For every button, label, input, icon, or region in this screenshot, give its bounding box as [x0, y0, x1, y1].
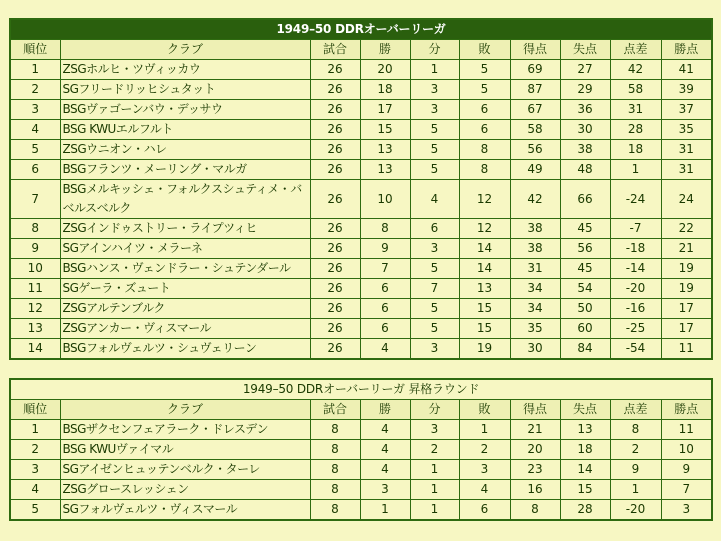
stat-cell: 60	[560, 319, 610, 339]
stat-cell: -54	[610, 339, 661, 360]
stat-cell: 31	[510, 259, 560, 279]
stat-cell: 9	[610, 460, 661, 480]
stat-cell: 13	[10, 319, 60, 339]
stat-cell: 5	[410, 160, 459, 180]
stat-cell: 15	[459, 299, 510, 319]
stat-cell: 26	[310, 319, 360, 339]
club-name-cell: ZSGアンカー・ヴィスマール	[60, 319, 310, 339]
club-name-cell: SGフォルヴェルツ・ヴィスマール	[60, 500, 310, 521]
column-header: 勝点	[661, 40, 712, 60]
stat-cell: 13	[560, 420, 610, 440]
column-header: 勝点	[661, 400, 712, 420]
stat-cell: 10	[10, 259, 60, 279]
stat-cell: -20	[610, 279, 661, 299]
stat-cell: 1	[10, 420, 60, 440]
stat-cell: 4	[360, 440, 410, 460]
stat-cell: 13	[459, 279, 510, 299]
stat-cell: 69	[510, 60, 560, 80]
club-name-cell: SGフリードリッヒシュタット	[60, 80, 310, 100]
column-header: 得点	[510, 400, 560, 420]
stat-cell: 4	[360, 420, 410, 440]
stat-cell: 24	[661, 180, 712, 219]
promotion-table-body	[10, 420, 712, 521]
club-name-cell: SGアイゼンヒュッテンベルク・ターレ	[60, 460, 310, 480]
stat-cell: 20	[510, 440, 560, 460]
column-header: 敗	[459, 400, 510, 420]
table-row	[10, 500, 712, 521]
stat-cell: 8	[310, 460, 360, 480]
column-header: 点差	[610, 400, 661, 420]
stat-cell: 18	[360, 80, 410, 100]
stat-cell: 30	[510, 339, 560, 360]
stat-cell: 20	[360, 60, 410, 80]
stat-cell: 26	[310, 80, 360, 100]
stat-cell: 12	[459, 219, 510, 239]
stat-cell: 22	[661, 219, 712, 239]
league-table-body	[10, 60, 712, 360]
stat-cell: 1	[410, 60, 459, 80]
stat-cell: 23	[510, 460, 560, 480]
stat-cell: 26	[310, 180, 360, 219]
stat-cell: 5	[410, 120, 459, 140]
stat-cell: 26	[310, 100, 360, 120]
stat-cell: 4	[10, 120, 60, 140]
stat-cell: 26	[310, 219, 360, 239]
table-row	[10, 140, 712, 160]
stat-cell: 17	[360, 100, 410, 120]
stat-cell: 41	[661, 60, 712, 80]
stat-cell: 4	[360, 460, 410, 480]
club-name-cell: ZSGグロースレッシェン	[60, 480, 310, 500]
stat-cell: 7	[410, 279, 459, 299]
stat-cell: 26	[310, 279, 360, 299]
stat-cell: 9	[10, 239, 60, 259]
stat-cell: 87	[510, 80, 560, 100]
stat-cell: 4	[360, 339, 410, 360]
stat-cell: 17	[661, 319, 712, 339]
table-row	[10, 279, 712, 299]
stat-cell: 3	[410, 100, 459, 120]
stat-cell: 67	[510, 100, 560, 120]
stat-cell: 8	[10, 219, 60, 239]
stat-cell: 38	[560, 140, 610, 160]
stat-cell: 3	[10, 100, 60, 120]
stat-cell: 3	[410, 239, 459, 259]
column-header: 失点	[560, 400, 610, 420]
column-header: 分	[410, 400, 459, 420]
column-header: 順位	[10, 400, 60, 420]
club-name-cell: ZSGホルヒ・ツヴィッカウ	[60, 60, 310, 80]
stat-cell: 31	[661, 140, 712, 160]
stat-cell: 7	[661, 480, 712, 500]
stat-cell: -14	[610, 259, 661, 279]
stat-cell: 58	[510, 120, 560, 140]
stat-cell: 27	[560, 60, 610, 80]
stat-cell: 3	[459, 460, 510, 480]
stat-cell: 1	[360, 500, 410, 521]
table-row	[10, 299, 712, 319]
stat-cell: 14	[10, 339, 60, 360]
stat-cell: 45	[560, 219, 610, 239]
stat-cell: 4	[410, 180, 459, 219]
stat-cell: 8	[310, 500, 360, 521]
table-row	[10, 120, 712, 140]
column-header: 得点	[510, 40, 560, 60]
stat-cell: 2	[10, 440, 60, 460]
club-name-cell: BSG KWUヴァイマル	[60, 440, 310, 460]
stat-cell: 26	[310, 299, 360, 319]
table-row	[10, 239, 712, 259]
stat-cell: 26	[310, 60, 360, 80]
promotion-round-table	[9, 378, 713, 521]
promotion-table-title: 1949–50 DDRオーバーリーガ 昇格ラウンド	[10, 379, 712, 400]
stat-cell: 1	[410, 480, 459, 500]
table-row	[10, 160, 712, 180]
stat-cell: 5	[459, 80, 510, 100]
stat-cell: 8	[310, 440, 360, 460]
club-name-cell: ZSGインドゥストリー・ライプツィヒ	[60, 219, 310, 239]
stat-cell: 54	[560, 279, 610, 299]
stat-cell: 39	[661, 80, 712, 100]
stat-cell: 8	[610, 420, 661, 440]
table-row	[10, 80, 712, 100]
stat-cell: 35	[661, 120, 712, 140]
table-row	[10, 259, 712, 279]
stat-cell: 10	[661, 440, 712, 460]
stat-cell: 6	[459, 120, 510, 140]
stat-cell: -16	[610, 299, 661, 319]
club-name-cell: BSGメルキッシェ・フォルクスシュティメ・バベルスベルク	[60, 180, 310, 219]
stat-cell: -24	[610, 180, 661, 219]
stat-cell: -7	[610, 219, 661, 239]
stat-cell: 16	[510, 480, 560, 500]
table-row	[10, 319, 712, 339]
stat-cell: 9	[360, 239, 410, 259]
stat-cell: 8	[459, 140, 510, 160]
stat-cell: 14	[560, 460, 610, 480]
stat-cell: 4	[10, 480, 60, 500]
club-name-cell: ZSGウニオン・ハレ	[60, 140, 310, 160]
stat-cell: 6	[410, 219, 459, 239]
stat-cell: 26	[310, 259, 360, 279]
stat-cell: 19	[661, 259, 712, 279]
stat-cell: 12	[459, 180, 510, 219]
stat-cell: 6	[10, 160, 60, 180]
column-header: 勝	[360, 400, 410, 420]
stat-cell: 7	[360, 259, 410, 279]
column-header: クラブ	[60, 400, 310, 420]
stat-cell: 15	[560, 480, 610, 500]
stat-cell: 2	[610, 440, 661, 460]
stat-cell: 18	[610, 140, 661, 160]
stat-cell: 12	[10, 299, 60, 319]
stat-cell: 6	[360, 319, 410, 339]
stat-cell: 17	[661, 299, 712, 319]
stat-cell: 5	[410, 319, 459, 339]
stat-cell: 3	[410, 80, 459, 100]
club-name-cell: BSGザクセンフェアラーク・ドレスデン	[60, 420, 310, 440]
column-header: 敗	[459, 40, 510, 60]
stat-cell: 10	[360, 180, 410, 219]
club-name-cell: BSGハンス・ヴェンドラー・シュテンダール	[60, 259, 310, 279]
stat-cell: 18	[560, 440, 610, 460]
stat-cell: 6	[360, 299, 410, 319]
stat-cell: 8	[510, 500, 560, 521]
table-row	[10, 60, 712, 80]
stat-cell: 66	[560, 180, 610, 219]
stat-cell: 28	[610, 120, 661, 140]
column-header: 順位	[10, 40, 60, 60]
promotion-header-row	[10, 400, 712, 420]
stat-cell: 45	[560, 259, 610, 279]
stat-cell: -25	[610, 319, 661, 339]
stat-cell: 13	[360, 140, 410, 160]
stat-cell: 11	[10, 279, 60, 299]
stat-cell: 7	[10, 180, 60, 219]
stat-cell: 2	[10, 80, 60, 100]
stat-cell: 3	[10, 460, 60, 480]
stat-cell: 38	[510, 219, 560, 239]
stat-cell: 5	[410, 259, 459, 279]
column-header: 分	[410, 40, 459, 60]
stat-cell: 26	[310, 239, 360, 259]
stat-cell: 58	[610, 80, 661, 100]
club-name-cell: BSGフランツ・メーリング・マルガ	[60, 160, 310, 180]
stat-cell: 56	[510, 140, 560, 160]
stat-cell: 14	[459, 239, 510, 259]
stat-cell: 19	[459, 339, 510, 360]
stat-cell: 28	[560, 500, 610, 521]
stat-cell: 19	[661, 279, 712, 299]
stat-cell: 30	[560, 120, 610, 140]
stat-cell: 21	[510, 420, 560, 440]
league-standings-table	[9, 18, 713, 360]
club-name-cell: SGゲーラ・ズュート	[60, 279, 310, 299]
stat-cell: 42	[610, 60, 661, 80]
stat-cell: 50	[560, 299, 610, 319]
stat-cell: 26	[310, 120, 360, 140]
stat-cell: 4	[459, 480, 510, 500]
stat-cell: 2	[459, 440, 510, 460]
stat-cell: 1	[410, 500, 459, 521]
stat-cell: 56	[560, 239, 610, 259]
stat-cell: 8	[360, 219, 410, 239]
stat-cell: -20	[610, 500, 661, 521]
club-name-cell: BSGヴァゴーンバウ・デッサウ	[60, 100, 310, 120]
stat-cell: 1	[610, 160, 661, 180]
club-name-cell: SGアインハイツ・メラーネ	[60, 239, 310, 259]
column-header: 勝	[360, 40, 410, 60]
table-row	[10, 100, 712, 120]
stat-cell: 35	[510, 319, 560, 339]
table-row	[10, 339, 712, 360]
stat-cell: 1	[459, 420, 510, 440]
stat-cell: 14	[459, 259, 510, 279]
stat-cell: 13	[360, 160, 410, 180]
league-header-row	[10, 40, 712, 60]
stat-cell: 34	[510, 299, 560, 319]
stat-cell: 37	[661, 100, 712, 120]
stat-cell: 38	[510, 239, 560, 259]
stat-cell: 6	[360, 279, 410, 299]
club-name-cell: ZSGアルテンブルク	[60, 299, 310, 319]
stat-cell: 3	[410, 339, 459, 360]
club-name-cell: BSG KWUエルフルト	[60, 120, 310, 140]
column-header: 点差	[610, 40, 661, 60]
stat-cell: 3	[360, 480, 410, 500]
stat-cell: 1	[10, 60, 60, 80]
stat-cell: 11	[661, 339, 712, 360]
stat-cell: 5	[410, 140, 459, 160]
stat-cell: -18	[610, 239, 661, 259]
table-row	[10, 460, 712, 480]
stat-cell: 3	[661, 500, 712, 521]
stat-cell: 31	[610, 100, 661, 120]
stat-cell: 2	[410, 440, 459, 460]
stat-cell: 8	[310, 480, 360, 500]
table-row	[10, 420, 712, 440]
column-header: 試合	[310, 40, 360, 60]
stat-cell: 1	[410, 460, 459, 480]
stat-cell: 5	[10, 140, 60, 160]
stat-cell: 5	[10, 500, 60, 521]
stat-cell: 15	[459, 319, 510, 339]
stat-cell: 84	[560, 339, 610, 360]
stat-cell: 9	[661, 460, 712, 480]
stat-cell: 36	[560, 100, 610, 120]
stat-cell: 21	[661, 239, 712, 259]
stat-cell: 8	[459, 160, 510, 180]
stat-cell: 6	[459, 100, 510, 120]
column-header: 試合	[310, 400, 360, 420]
stat-cell: 26	[310, 140, 360, 160]
stat-cell: 11	[661, 420, 712, 440]
stat-cell: 49	[510, 160, 560, 180]
stat-cell: 48	[560, 160, 610, 180]
stat-cell: 34	[510, 279, 560, 299]
table-row	[10, 440, 712, 460]
table-row	[10, 180, 712, 219]
stat-cell: 31	[661, 160, 712, 180]
league-table-title: 1949–50 DDRオーバーリーガ	[10, 19, 712, 40]
column-header: 失点	[560, 40, 610, 60]
club-name-cell: BSGフォルヴェルツ・シュヴェリーン	[60, 339, 310, 360]
stat-cell: 29	[560, 80, 610, 100]
stat-cell: 8	[310, 420, 360, 440]
stat-cell: 26	[310, 160, 360, 180]
stat-cell: 26	[310, 339, 360, 360]
stat-cell: 42	[510, 180, 560, 219]
stat-cell: 6	[459, 500, 510, 521]
stat-cell: 3	[410, 420, 459, 440]
stat-cell: 5	[410, 299, 459, 319]
table-row	[10, 219, 712, 239]
column-header: クラブ	[60, 40, 310, 60]
stat-cell: 15	[360, 120, 410, 140]
stat-cell: 1	[610, 480, 661, 500]
stat-cell: 5	[459, 60, 510, 80]
table-row	[10, 480, 712, 500]
